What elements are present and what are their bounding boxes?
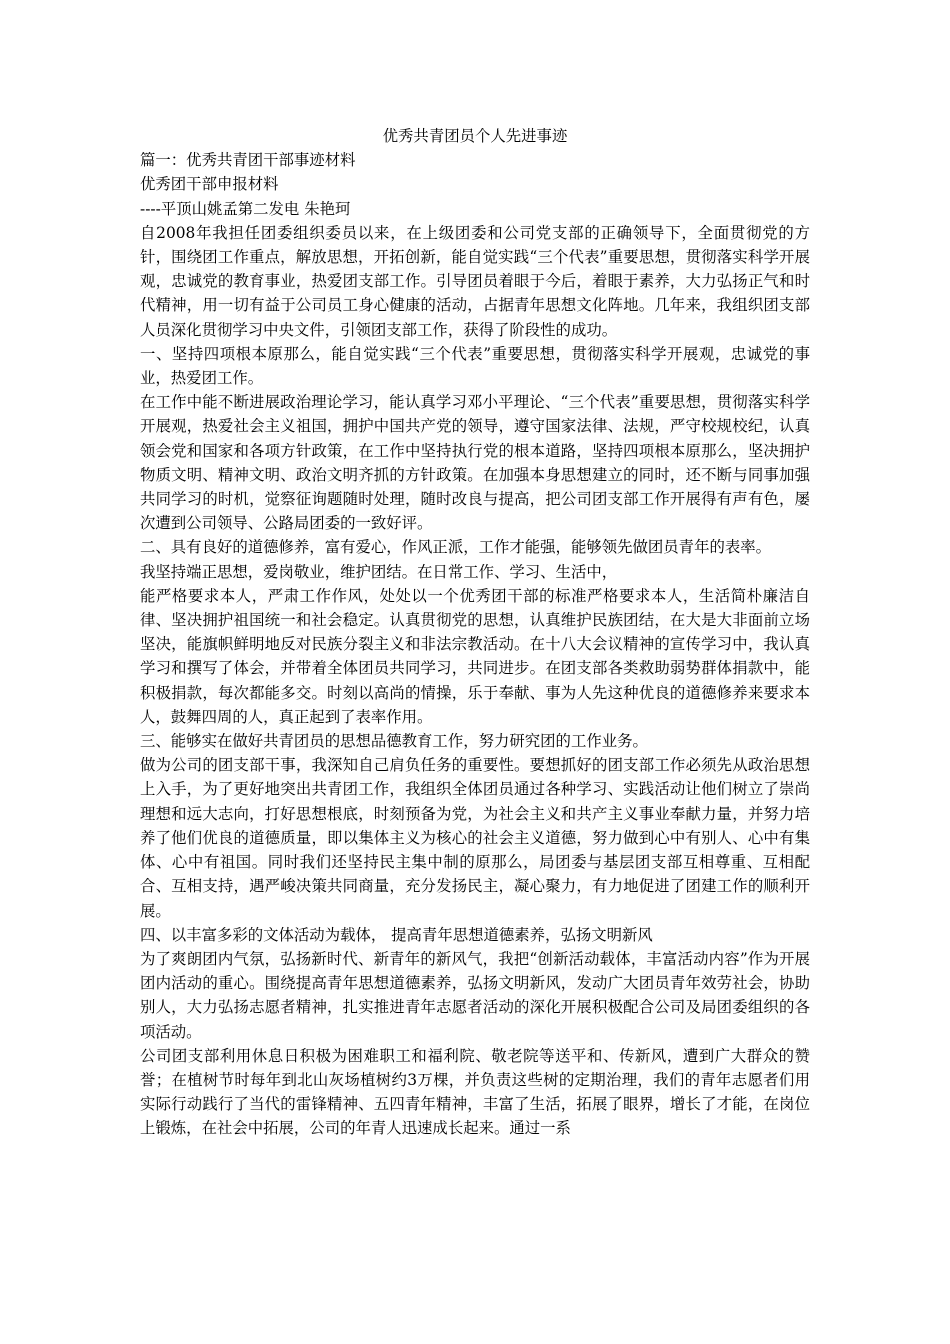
paragraph-section-4-body-b: 公司团支部利用休息日积极为困难职工和福利院、敬老院等送平和、传新风，遭到广大群众的赞誉；在植树节时每年到北山灰场植树约3万棵，并负责这些树的定期治理，我们的青年志愿者们用实际行动践行了当代的雷锋精神、五四青年精神，丰富了生活，拓展了眼界，增长了才能，在岗位上锻炼，在社会中拓展，公司的年青人迅速成长起来。通过一系 xyxy=(140,1046,810,1138)
paragraph-section-4-body-a: 为了爽朗团内气氛，弘扬新时代、新青年的新风气，我把“创新活动载体，丰富活动内容”作为开展团内活动的重心。围绕提高青年思想道德素养，弘扬文明新风，发动广大团员青年效劳社会，协助别人，大力弘扬志愿者精神，扎实推进青年志愿者活动的深化开展积极配合公司及局团委组织的各项活动。 xyxy=(140,949,810,1041)
document-body xyxy=(140,124,810,1141)
paragraph-section-1-body: 在工作中能不断进展政治理论学习，能认真学习邓小平理论、“三个代表”重要思想，贯彻落实科学开展观，热爱社会主义祖国，拥护中国共产党的领导，遵守国家法律、法规，严守校规校纪，认真领会党和国家和各项方针政策，在工作中坚持执行党的根本道路，坚持四项根本原那么，坚决拥护物质文明、精神文明、政治文明齐抓的方针政策。在加强本身思想建立的同时，还不断与同事加强共同学习的时机，觉察征询题随时处理，随时改良与提高，把公司团支部工作开展得有声有色，屡次遭到公司领导、公路局团委的一致好评。 xyxy=(140,393,810,533)
document-title: 优秀共青团员个人先进事迹 xyxy=(382,127,568,145)
paragraph-intro: 自2008年我担任团委组织委员以来，在上级团委和公司党支部的正确领导下，全面贯彻党的方针，围绕团工作重点，解放思想，开拓创新，能自觉实践“三个代表”重要思想，贯彻落实科学开展观，忠诚党的教育事业，热爱团支部工作。引导团员着眼于今后，着眼于素养，大力弘扬正气和时代精神，用一切有益于公司员工身心健康的活动，占据青年思想文化阵地。几年来，我组织团支部人员深化贯彻学习中央文件，引领团支部工作，获得了阶段性的成功。 xyxy=(140,223,810,339)
paragraph-section-2-body-b: 能严格要求本人，严肃工作作风，处处以一个优秀团干部的标准严格要求本人，生活简朴廉洁自律、坚决拥护祖国统一和社会稳定。认真贯彻党的思想，认真维护民族团结，在大是大非面前立场坚决，能旗帜鲜明地反对民族分裂主义和非法宗教活动。在十八大会议精神的宣传学习中，我认真学习和撰写了体会，并带着全体团员共同学习，共同进步。在团支部各类救助弱势群体捐款中，能积极捐款，每次都能多交。时刻以高尚的情操，乐于奉献、事为人先这种优良的道德修养来要求本人，鼓舞四周的人，真正起到了表率作用。 xyxy=(140,586,810,726)
paragraph-heading-1: 篇一：优秀共青团干部事迹材料 xyxy=(140,151,356,170)
paragraph-section-3-body: 做为公司的团支部干事，我深知自己肩负任务的重要性。要想抓好的团支部工作必须先从政治思想上入手，为了更好地突出共青团工作，我组织全体团员通过各种学习、实践活动让他们树立了崇尚理想和远大志向，打好思想根底，时刻预备为党，为社会主义和共产主义事业奉献力量，并努力培养了他们优良的道德质量，即以集体主义为核心的社会主义道德，努力做到心中有别人、心中有集体、心中有祖国。同时我们还坚持民主集中制的原那么，局团委与基层团支部互相尊重、互相配合、互相支持，遇严峻决策共同商量，充分发扬民主，凝心聚力，有力地促进了团建工作的顺利开展。 xyxy=(140,756,810,920)
paragraph-section-2-body-a: 我坚持端正思想，爱岗敬业，维护团结。在日常工作、学习、生活中， xyxy=(140,562,618,581)
paragraph-section-2-heading: 二、具有良好的道德修养，富有爱心，作风正派，工作才能强，能够领先做团员青年的表率。 xyxy=(140,538,772,557)
paragraph-section-3-heading: 三、能够实在做好共青团员的思想品德教育工作，努力研究团的工作业务。 xyxy=(140,732,648,751)
paragraph-author: ----平顶山姚孟第二发电 朱艳珂 xyxy=(140,199,351,218)
paragraph-subheading: 优秀团干部申报材料 xyxy=(140,175,279,194)
paragraph-section-1-heading: 一、坚持四项根本原那么，能自觉实践“三个代表”重要思想，贯彻落实科学开展观，忠诚党的事业，热爱团工作。 xyxy=(140,344,810,388)
paragraph-section-4-heading: 四、以丰富多彩的文体活动为载体， 提高青年思想道德素养，弘扬文明新风 xyxy=(140,925,653,944)
